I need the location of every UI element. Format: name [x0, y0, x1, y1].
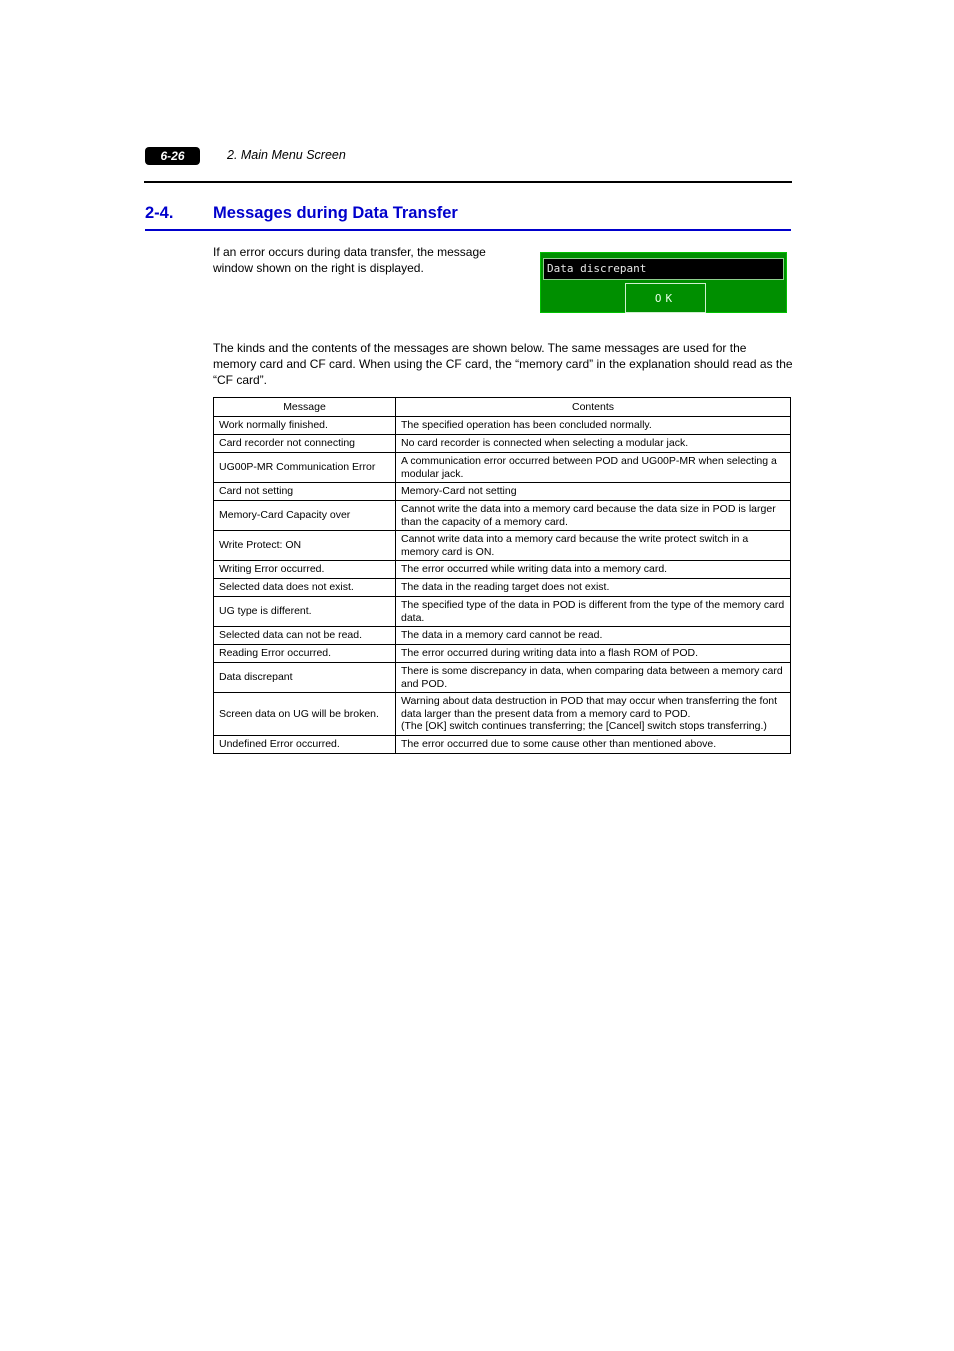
- section-heading: [145, 204, 791, 223]
- contents-cell: No card recorder is connected when selecting a modular jack.: [396, 435, 791, 453]
- message-cell: UG00P-MR Communication Error: [214, 453, 396, 483]
- message-cell: UG type is different.: [214, 597, 396, 627]
- message-cell: Write Protect: ON: [214, 531, 396, 561]
- contents-cell: Cannot write data into a memory card because the write protect switch in a memory card is ON.: [396, 531, 791, 561]
- message-bar: Data discrepant: [543, 258, 784, 280]
- running-title: 2. Main Menu Screen: [227, 148, 346, 162]
- column-header-contents: Contents: [396, 398, 791, 417]
- section-divider: [145, 229, 791, 231]
- table-row: [214, 627, 791, 645]
- table-row: [214, 735, 791, 753]
- description-paragraph: The kinds and the contents of the messages are shown below. The same messages are used for the memory card and CF card. When using the CF card, the “memory card” in the explanation should read as the “CF card”.: [213, 341, 793, 387]
- table-row: [214, 531, 791, 561]
- table-row: [214, 501, 791, 531]
- message-cell: Screen data on UG will be broken.: [214, 693, 396, 736]
- message-cell: Reading Error occurred.: [214, 645, 396, 663]
- contents-cell: The data in the reading target does not exist.: [396, 579, 791, 597]
- message-cell: Card recorder not connecting: [214, 435, 396, 453]
- message-cell: Selected data does not exist.: [214, 579, 396, 597]
- message-cell: Card not setting: [214, 483, 396, 501]
- intro-text: If an error occurs during data transfer, the message window shown on the right is displayed.: [213, 245, 486, 275]
- message-cell: Writing Error occurred.: [214, 561, 396, 579]
- contents-cell: The specified operation has been concluded normally.: [396, 417, 791, 435]
- table-row: [214, 693, 791, 736]
- page-number-badge: 6-26: [145, 147, 200, 165]
- table-body: [214, 417, 791, 754]
- table-row: [214, 483, 791, 501]
- table-row: [214, 435, 791, 453]
- messages-table: [213, 397, 791, 754]
- contents-cell: There is some discrepancy in data, when comparing data between a memory card and POD.: [396, 663, 791, 693]
- header-divider: [144, 181, 792, 183]
- message-cell: Memory-Card Capacity over: [214, 501, 396, 531]
- contents-cell: The error occurred while writing data into a memory card.: [396, 561, 791, 579]
- table-row: [214, 663, 791, 693]
- message-window-screenshot: [540, 252, 787, 313]
- table-row: [214, 597, 791, 627]
- message-cell: Undefined Error occurred.: [214, 735, 396, 753]
- table-row: [214, 417, 791, 435]
- section-title: Messages during Data Transfer: [213, 204, 458, 222]
- contents-cell: The data in a memory card cannot be read.: [396, 627, 791, 645]
- table-row: [214, 561, 791, 579]
- table-row: [214, 453, 791, 483]
- section-number: 2-4.: [145, 204, 174, 222]
- table-row: [214, 579, 791, 597]
- contents-cell: The specified type of the data in POD is different from the type of the memory card data.: [396, 597, 791, 627]
- contents-cell: The error occurred due to some cause other than mentioned above.: [396, 735, 791, 753]
- message-cell: Data discrepant: [214, 663, 396, 693]
- contents-cell: Cannot write the data into a memory card because the data size in POD is larger than the capacity of a memory card.: [396, 501, 791, 531]
- table-header-row: [214, 398, 791, 417]
- table-row: [214, 645, 791, 663]
- contents-cell: Memory-Card not setting: [396, 483, 791, 501]
- contents-cell: A communication error occurred between POD and UG00P-MR when selecting a modular jack.: [396, 453, 791, 483]
- message-cell: Selected data can not be read.: [214, 627, 396, 645]
- ok-button[interactable]: OK: [625, 283, 706, 313]
- contents-cell: Warning about data destruction in POD that may occur when transferring the font data larger than the present data from a memory card to POD. (The [OK] switch continues transferring; the [Cancel] switch stops transferring.): [396, 693, 791, 736]
- message-cell: Work normally finished.: [214, 417, 396, 435]
- contents-cell: The error occurred during writing data into a flash ROM of POD.: [396, 645, 791, 663]
- column-header-message: Message: [214, 398, 396, 417]
